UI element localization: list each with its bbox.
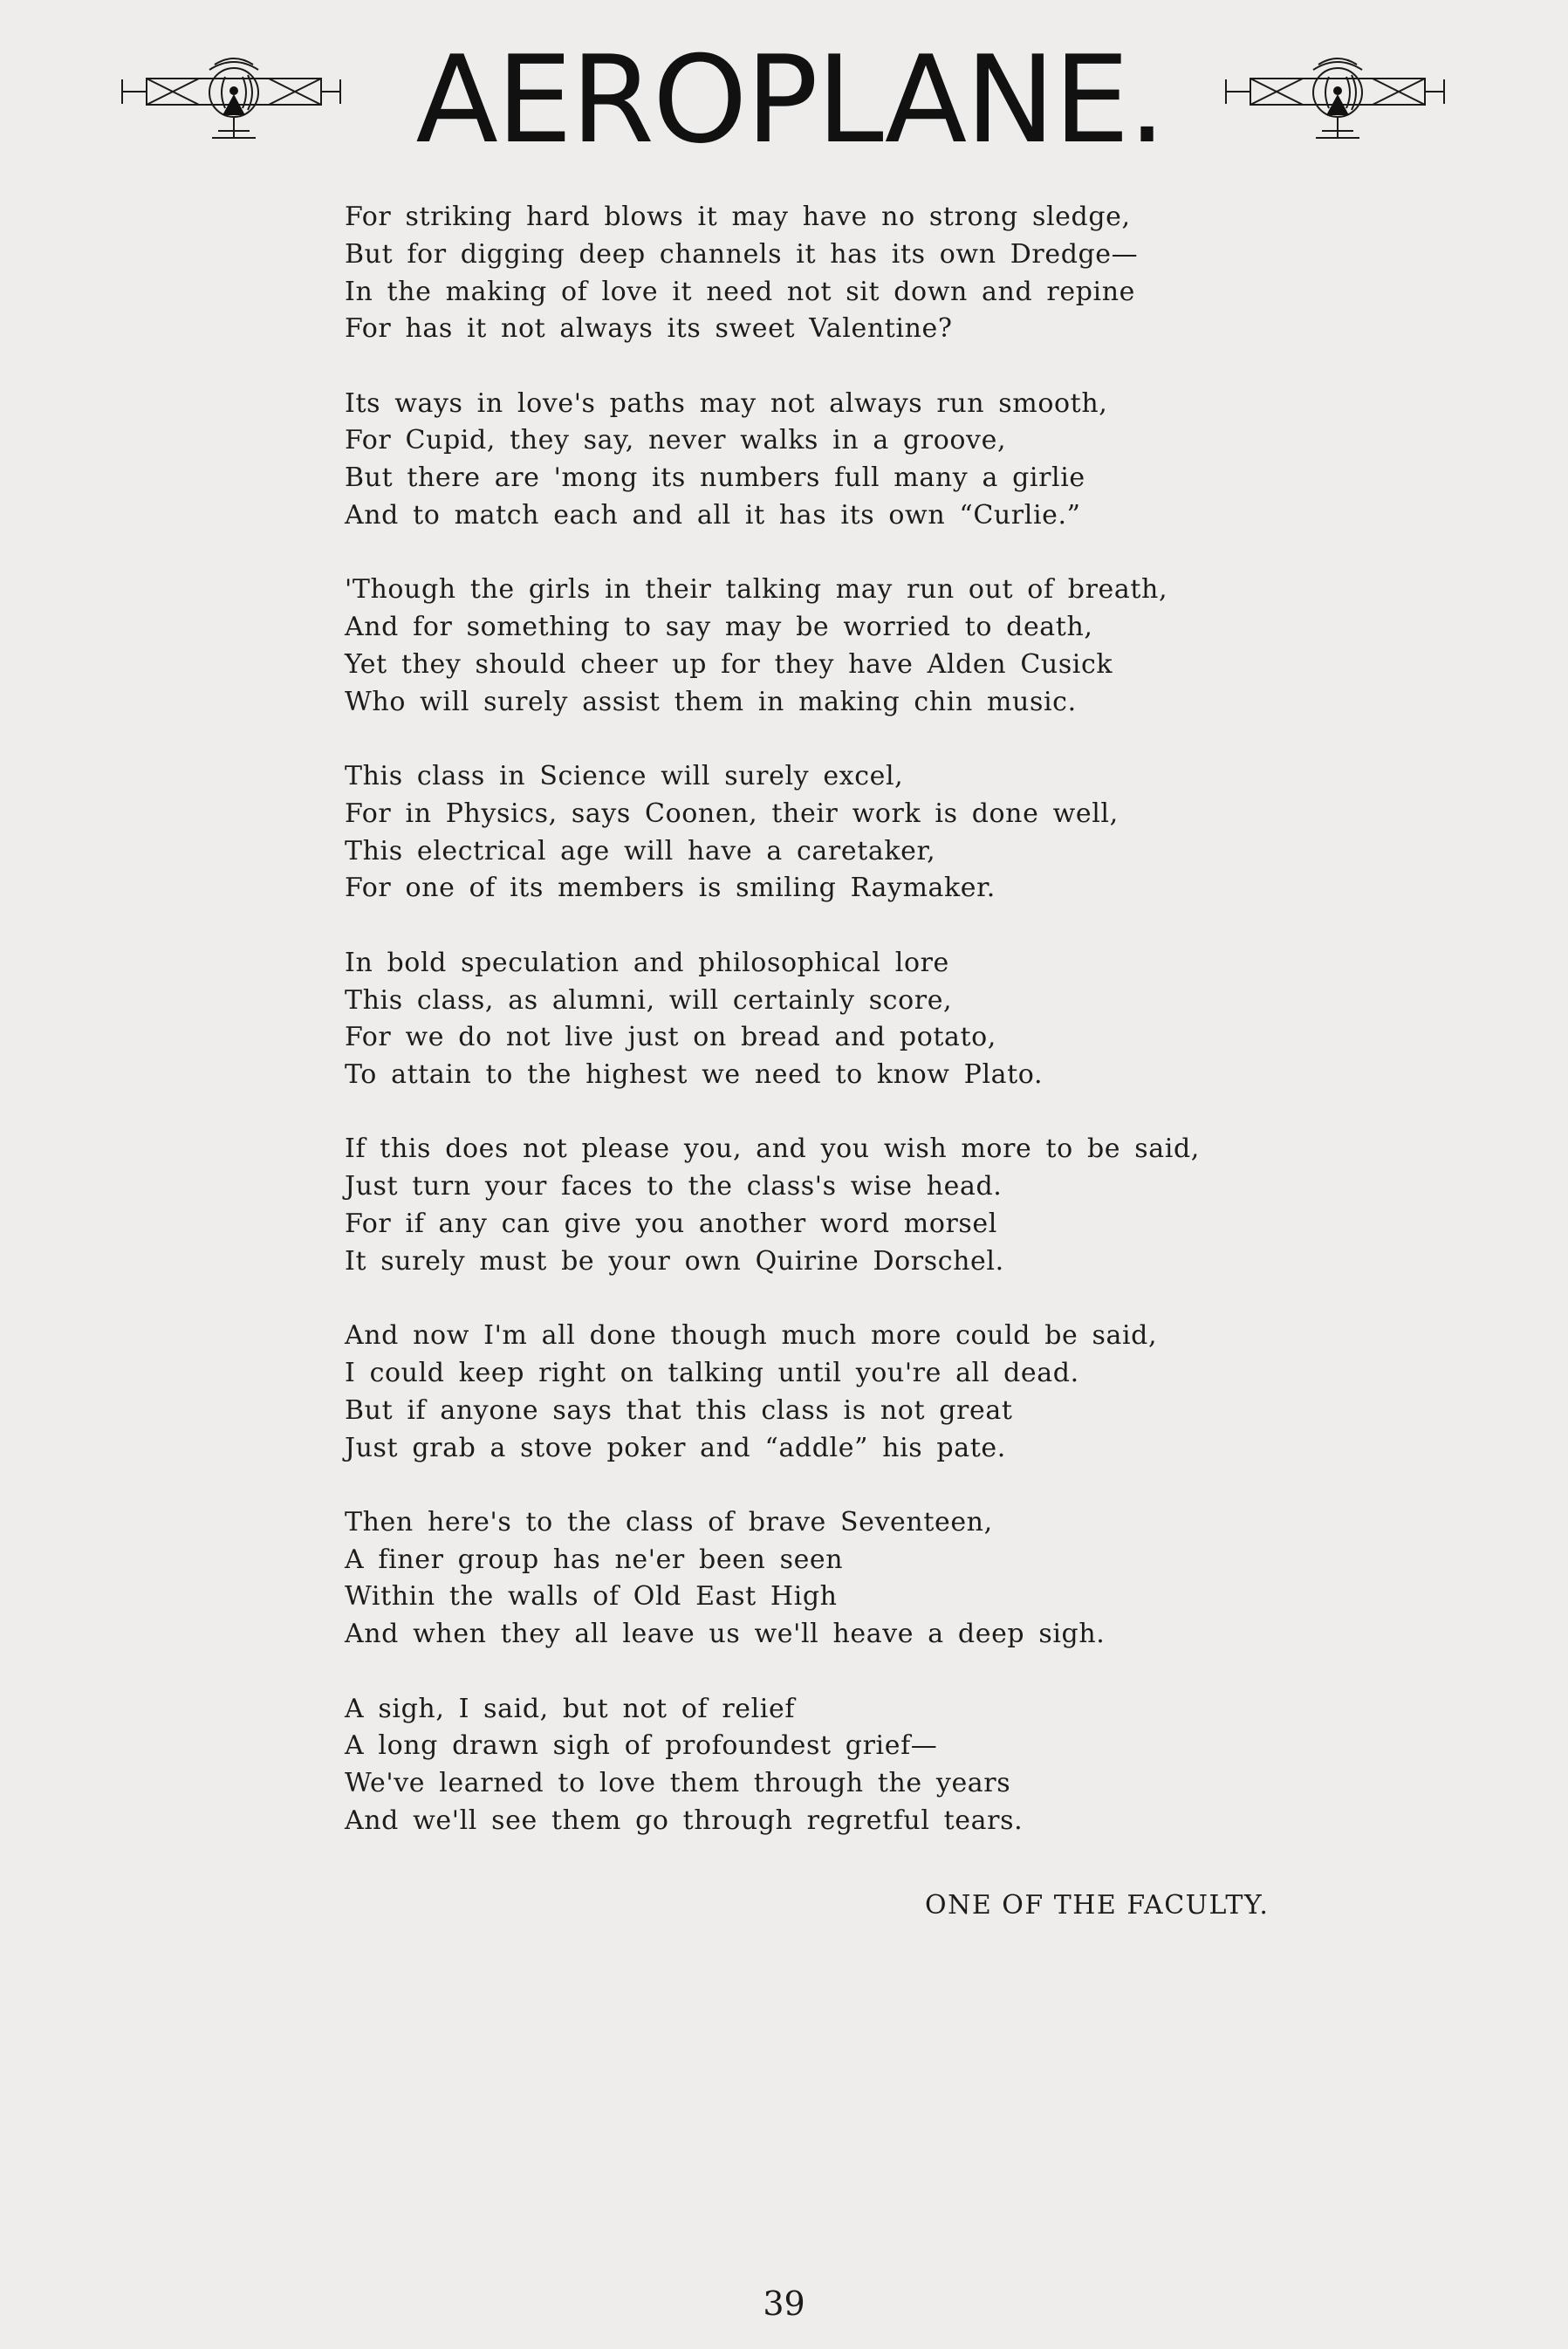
poem-attribution: ONE OF THE FACULTY. <box>925 1890 1270 1921</box>
poem-line: For if any can give you another word morsel <box>345 1209 997 1240</box>
poem-line: If this does not please you, and you wish more to be said, <box>345 1133 1200 1165</box>
poem-line: It surely must be your own Quirine Dorschel. <box>345 1245 1004 1277</box>
poem-line: Who will surely assist them in making chin music. <box>345 686 1077 717</box>
poem-line: A long drawn sigh of profoundest grief— <box>345 1730 938 1762</box>
stanza-5 <box>345 945 1304 1094</box>
poem-line: A sigh, I said, but not of relief <box>345 1693 796 1724</box>
poem-line: To attain to the highest we need to know Plato. <box>345 1059 1044 1091</box>
poem-line: And to match each and all it has its own “Curlie.” <box>345 500 1081 531</box>
poem-line: For one of its members is smiling Raymaker. <box>345 873 996 904</box>
poem-line: Then here's to the class of brave Seventeen, <box>345 1506 993 1537</box>
page-number: 39 <box>763 2284 805 2323</box>
poem-line: This class, as alumni, will certainly score, <box>345 984 953 1016</box>
poem-line: This electrical age will have a caretaker, <box>345 835 936 866</box>
poem-body <box>345 199 1304 1877</box>
page-header <box>112 30 1455 170</box>
poem-line: Just grab a stove poker and “addle” his pate. <box>345 1432 1006 1463</box>
poem-line: And we'll see them go through regretful tears. <box>345 1805 1024 1836</box>
poem-line: Its ways in love's paths may not always run smooth, <box>345 387 1108 419</box>
stanza-2 <box>345 386 1304 535</box>
page-title: AEROPLANE. <box>415 30 1165 170</box>
poem-line: For has it not always its sweet Valentine? <box>345 313 953 345</box>
poem-line: But for digging deep channels it has its own Dredge— <box>345 238 1139 270</box>
stanza-1 <box>345 199 1304 348</box>
poem-line: Just turn your faces to the class's wise head. <box>345 1171 1003 1202</box>
stanza-6 <box>345 1131 1304 1280</box>
poem-line: A finer group has ne'er been seen <box>345 1544 844 1575</box>
stanza-4 <box>345 758 1304 907</box>
poem-line: But there are 'mong its numbers full many a girlie <box>345 462 1085 494</box>
stanza-3 <box>345 572 1304 721</box>
stanza-9 <box>345 1691 1304 1840</box>
stanza-7 <box>345 1318 1304 1467</box>
poem-line: I could keep right on talking until you're all dead. <box>345 1357 1079 1388</box>
biplane-icon <box>112 51 352 155</box>
poem-line: And now I'm all done though much more could be said, <box>345 1320 1158 1352</box>
poem-line: And when they all leave us we'll heave a deep sigh. <box>345 1619 1106 1650</box>
poem-line: For we do not live just on bread and potato, <box>345 1022 996 1053</box>
poem-line: We've learned to love them through the years <box>345 1768 1011 1799</box>
poem-line: This class in Science will surely excel, <box>345 761 904 792</box>
poem-line: For Cupid, they say, never walks in a groove, <box>345 425 1007 456</box>
poem-line: For striking hard blows it may have no strong sledge, <box>345 202 1131 232</box>
poem-line: But if anyone says that this class is not great <box>345 1394 1013 1426</box>
poem-line: In the making of love it need not sit down and repine <box>345 276 1135 307</box>
poem-line: And for something to say may be worried to death, <box>345 612 1093 643</box>
biplane-icon <box>1215 51 1455 155</box>
stanza-8 <box>345 1504 1304 1654</box>
poem-line: Within the walls of Old East High <box>345 1581 838 1613</box>
poem-line: In bold speculation and philosophical lore <box>345 947 949 978</box>
poem-line: Yet they should cheer up for they have Alden Cusick <box>345 648 1113 680</box>
poem-line: 'Though the girls in their talking may run out of breath, <box>345 574 1168 606</box>
poem-line: For in Physics, says Coonen, their work is done well, <box>345 798 1119 829</box>
